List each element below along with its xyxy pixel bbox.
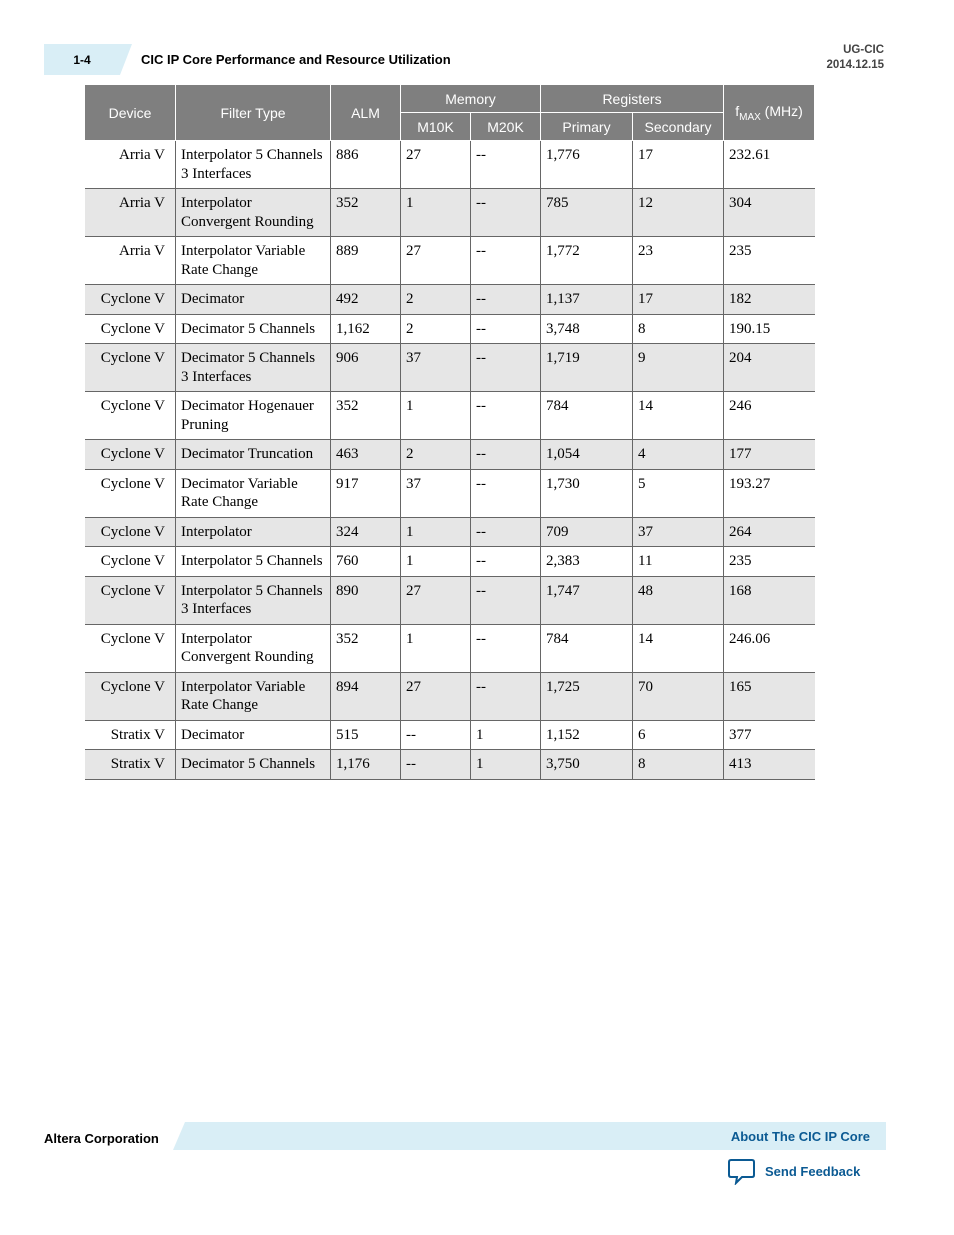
cell-alm: 352 — [331, 624, 401, 672]
cell-m20k: -- — [471, 469, 541, 517]
cell-m10k: 37 — [401, 469, 471, 517]
cell-device: Cyclone V — [85, 392, 176, 440]
cell-primary: 709 — [541, 517, 633, 547]
cell-fmax: 182 — [724, 285, 815, 315]
cell-secondary: 4 — [633, 440, 724, 470]
cell-primary: 784 — [541, 392, 633, 440]
cell-primary: 1,054 — [541, 440, 633, 470]
cell-m10k: 37 — [401, 344, 471, 392]
cell-filter-type: Interpolator Convergent Rounding — [176, 189, 331, 237]
cell-alm: 917 — [331, 469, 401, 517]
cell-filter-type: Decimator 5 Channels — [176, 314, 331, 344]
table-row — [85, 141, 815, 189]
cell-device: Arria V — [85, 189, 176, 237]
cell-secondary: 14 — [633, 624, 724, 672]
cell-primary: 2,383 — [541, 547, 633, 577]
cell-fmax: 246.06 — [724, 624, 815, 672]
cell-device: Cyclone V — [85, 285, 176, 315]
cell-filter-type: Interpolator 5 Channels 3 Interfaces — [176, 576, 331, 624]
cell-fmax: 193.27 — [724, 469, 815, 517]
cell-fmax: 204 — [724, 344, 815, 392]
cell-alm: 889 — [331, 237, 401, 285]
cell-alm: 352 — [331, 392, 401, 440]
cell-secondary: 6 — [633, 720, 724, 750]
cell-filter-type: Interpolator — [176, 517, 331, 547]
cell-fmax: 177 — [724, 440, 815, 470]
table-row — [85, 624, 815, 672]
cell-m10k: 27 — [401, 576, 471, 624]
cell-device: Cyclone V — [85, 517, 176, 547]
cell-fmax: 235 — [724, 237, 815, 285]
cell-device: Arria V — [85, 237, 176, 285]
cell-alm: 492 — [331, 285, 401, 315]
doc-info — [826, 43, 884, 73]
cell-fmax: 413 — [724, 750, 815, 780]
cell-alm: 886 — [331, 141, 401, 189]
cell-secondary: 23 — [633, 237, 724, 285]
cell-secondary: 17 — [633, 285, 724, 315]
cell-m10k: 2 — [401, 440, 471, 470]
cell-filter-type: Decimator 5 Channels 3 Interfaces — [176, 344, 331, 392]
cell-device: Stratix V — [85, 750, 176, 780]
table-row — [85, 750, 815, 780]
cell-m10k: 1 — [401, 517, 471, 547]
table-row — [85, 672, 815, 720]
cell-m20k: -- — [471, 285, 541, 315]
header-fmax — [724, 85, 815, 141]
cell-primary: 3,748 — [541, 314, 633, 344]
cell-fmax: 304 — [724, 189, 815, 237]
table-row — [85, 576, 815, 624]
cell-m10k: -- — [401, 720, 471, 750]
send-feedback-label: Send Feedback — [765, 1164, 861, 1179]
cell-filter-type: Decimator — [176, 285, 331, 315]
cell-secondary: 48 — [633, 576, 724, 624]
cell-alm: 760 — [331, 547, 401, 577]
header-m10k: M10K — [401, 113, 471, 141]
cell-fmax: 264 — [724, 517, 815, 547]
table-body — [85, 141, 815, 780]
cell-m20k: -- — [471, 440, 541, 470]
header-secondary: Secondary — [633, 113, 724, 141]
cell-secondary: 5 — [633, 469, 724, 517]
cell-secondary: 8 — [633, 314, 724, 344]
cell-primary: 1,137 — [541, 285, 633, 315]
table-row — [85, 314, 815, 344]
cell-m20k: -- — [471, 314, 541, 344]
cell-filter-type: Interpolator 5 Channels 3 Interfaces — [176, 141, 331, 189]
cell-filter-type: Interpolator Variable Rate Change — [176, 237, 331, 285]
cell-primary: 784 — [541, 624, 633, 672]
cell-device: Cyclone V — [85, 672, 176, 720]
table-row — [85, 344, 815, 392]
cell-device: Cyclone V — [85, 547, 176, 577]
cell-m20k: -- — [471, 141, 541, 189]
cell-filter-type: Decimator Hogenauer Pruning — [176, 392, 331, 440]
header-fmax-sub: MAX — [739, 111, 761, 123]
cell-alm: 324 — [331, 517, 401, 547]
send-feedback-button[interactable] — [727, 1158, 860, 1185]
cell-m20k: -- — [471, 547, 541, 577]
table-row — [85, 237, 815, 285]
cell-filter-type: Interpolator 5 Channels — [176, 547, 331, 577]
table-row — [85, 285, 815, 315]
cell-filter-type: Interpolator Variable Rate Change — [176, 672, 331, 720]
cell-m20k: 1 — [471, 750, 541, 780]
cell-m10k: 27 — [401, 237, 471, 285]
page-title: CIC IP Core Performance and Resource Utilization — [141, 52, 451, 67]
cell-m10k: -- — [401, 750, 471, 780]
resource-utilization-table — [84, 84, 815, 780]
cell-primary: 1,747 — [541, 576, 633, 624]
header-memory: Memory — [401, 85, 541, 113]
table-row — [85, 469, 815, 517]
cell-secondary: 37 — [633, 517, 724, 547]
cell-secondary: 12 — [633, 189, 724, 237]
cell-m20k: -- — [471, 189, 541, 237]
section-link[interactable]: About The CIC IP Core — [730, 1129, 870, 1144]
cell-device: Cyclone V — [85, 469, 176, 517]
header-fmax-f: f — [735, 102, 740, 119]
header-fmax-unit: (MHz) — [760, 102, 803, 119]
cell-m20k: -- — [471, 517, 541, 547]
cell-fmax: 377 — [724, 720, 815, 750]
page-number: 1-4 — [44, 44, 120, 75]
speech-bubble-icon — [727, 1158, 756, 1185]
cell-device: Arria V — [85, 141, 176, 189]
cell-secondary: 14 — [633, 392, 724, 440]
cell-m20k: -- — [471, 576, 541, 624]
cell-primary: 785 — [541, 189, 633, 237]
cell-primary: 1,725 — [541, 672, 633, 720]
cell-m10k: 1 — [401, 547, 471, 577]
cell-device: Stratix V — [85, 720, 176, 750]
cell-alm: 1,176 — [331, 750, 401, 780]
table-row — [85, 517, 815, 547]
cell-secondary: 9 — [633, 344, 724, 392]
footer-bar-edge — [173, 1122, 185, 1150]
cell-m20k: -- — [471, 392, 541, 440]
cell-secondary: 8 — [633, 750, 724, 780]
doc-date: 2014.12.15 — [826, 59, 884, 71]
cell-device: Cyclone V — [85, 440, 176, 470]
table-row — [85, 392, 815, 440]
cell-primary: 1,772 — [541, 237, 633, 285]
cell-m20k: 1 — [471, 720, 541, 750]
cell-device: Cyclone V — [85, 576, 176, 624]
header-primary: Primary — [541, 113, 633, 141]
company-name: Altera Corporation — [44, 1131, 159, 1146]
cell-alm: 463 — [331, 440, 401, 470]
cell-m10k: 2 — [401, 314, 471, 344]
header-registers: Registers — [541, 85, 724, 113]
page-number-tab-edge — [120, 44, 132, 75]
cell-primary: 3,750 — [541, 750, 633, 780]
cell-primary: 1,776 — [541, 141, 633, 189]
cell-alm: 515 — [331, 720, 401, 750]
cell-m10k: 1 — [401, 392, 471, 440]
cell-alm: 352 — [331, 189, 401, 237]
cell-m10k: 1 — [401, 189, 471, 237]
table-row — [85, 440, 815, 470]
cell-fmax: 165 — [724, 672, 815, 720]
cell-primary: 1,152 — [541, 720, 633, 750]
cell-fmax: 235 — [724, 547, 815, 577]
header-m20k: M20K — [471, 113, 541, 141]
cell-fmax: 246 — [724, 392, 815, 440]
cell-alm: 906 — [331, 344, 401, 392]
table-row — [85, 720, 815, 750]
cell-device: Cyclone V — [85, 314, 176, 344]
cell-m10k: 27 — [401, 141, 471, 189]
cell-primary: 1,719 — [541, 344, 633, 392]
cell-device: Cyclone V — [85, 624, 176, 672]
cell-filter-type: Decimator Truncation — [176, 440, 331, 470]
cell-fmax: 232.61 — [724, 141, 815, 189]
cell-filter-type: Decimator Variable Rate Change — [176, 469, 331, 517]
cell-secondary: 70 — [633, 672, 724, 720]
cell-alm: 894 — [331, 672, 401, 720]
cell-m20k: -- — [471, 344, 541, 392]
cell-filter-type: Decimator — [176, 720, 331, 750]
header-alm: ALM — [331, 85, 401, 141]
header-device: Device — [85, 85, 176, 141]
cell-m20k: -- — [471, 237, 541, 285]
cell-alm: 1,162 — [331, 314, 401, 344]
cell-fmax: 168 — [724, 576, 815, 624]
cell-m10k: 1 — [401, 624, 471, 672]
table-row — [85, 547, 815, 577]
cell-primary: 1,730 — [541, 469, 633, 517]
cell-filter-type: Interpolator Convergent Rounding — [176, 624, 331, 672]
cell-secondary: 11 — [633, 547, 724, 577]
doc-id: UG-CIC — [843, 44, 884, 56]
cell-m20k: -- — [471, 672, 541, 720]
table-row — [85, 189, 815, 237]
cell-secondary: 17 — [633, 141, 724, 189]
header-filter-type: Filter Type — [176, 85, 331, 141]
cell-m10k: 2 — [401, 285, 471, 315]
cell-m20k: -- — [471, 624, 541, 672]
cell-alm: 890 — [331, 576, 401, 624]
cell-device: Cyclone V — [85, 344, 176, 392]
cell-filter-type: Decimator 5 Channels — [176, 750, 331, 780]
cell-m10k: 27 — [401, 672, 471, 720]
cell-fmax: 190.15 — [724, 314, 815, 344]
